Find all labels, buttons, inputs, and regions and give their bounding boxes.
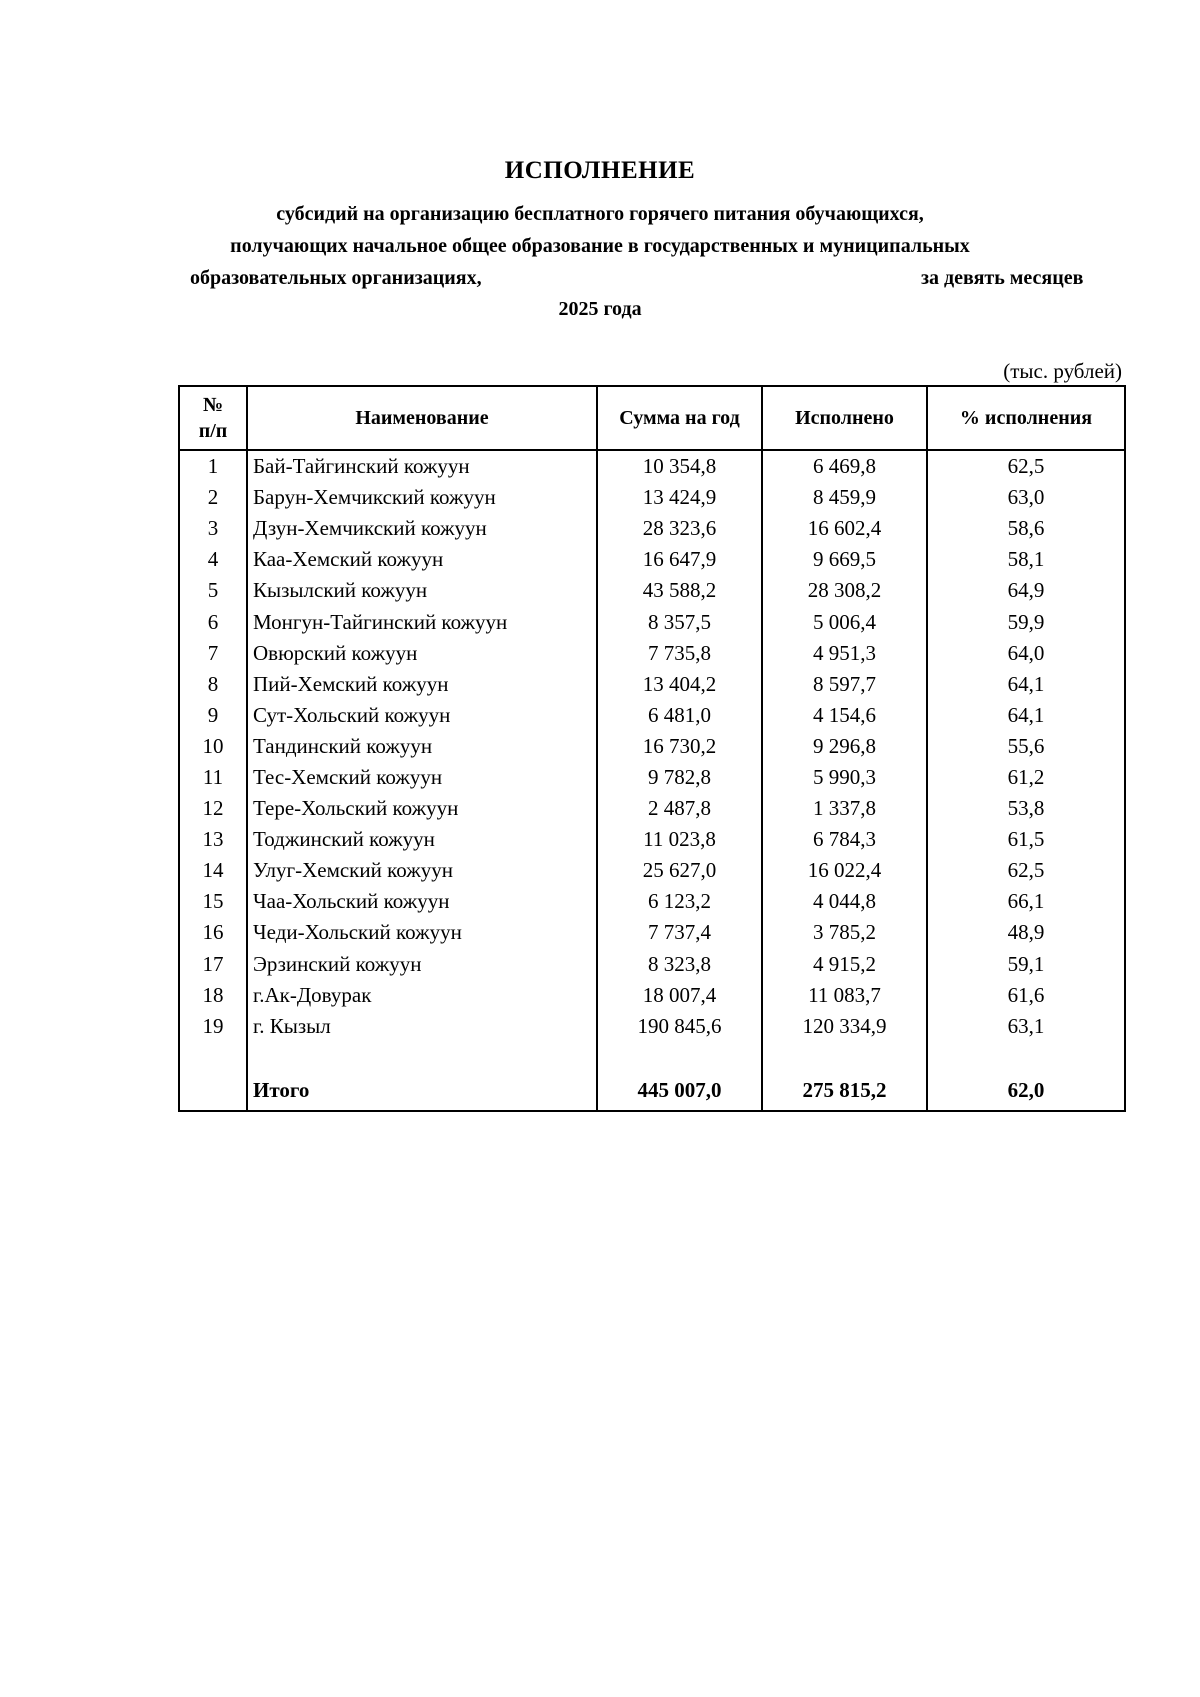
row-number: 19 [179,1011,247,1042]
row-annual-sum: 25 627,0 [597,855,762,886]
row-annual-sum: 10 354,8 [597,450,762,482]
row-annual-sum: 18 007,4 [597,980,762,1011]
row-annual-sum: 43 588,2 [597,575,762,606]
row-execution-percent: 48,9 [927,917,1125,948]
row-number: 6 [179,606,247,637]
row-execution-percent: 63,1 [927,1011,1125,1042]
row-name: Эрзинский кожуун [247,949,597,980]
table-row [179,855,1125,886]
row-annual-sum: 8 357,5 [597,606,762,637]
total-number-cell [179,1072,247,1111]
units-label: (тыс. рублей) [1003,359,1122,383]
row-annual-sum: 8 323,8 [597,949,762,980]
total-label: Итого [247,1072,597,1111]
row-annual-sum: 28 323,6 [597,513,762,544]
row-execution-percent: 63,0 [927,482,1125,513]
row-annual-sum: 11 023,8 [597,824,762,855]
row-executed: 120 334,9 [762,1011,927,1042]
table-row [179,669,1125,700]
row-executed: 1 337,8 [762,793,927,824]
row-number: 18 [179,980,247,1011]
table-row [179,482,1125,513]
row-executed: 4 915,2 [762,949,927,980]
header-number-line-2: п/п [198,420,228,442]
row-name: Тес-Хемский кожуун [247,762,597,793]
row-name: Овюрский кожуун [247,638,597,669]
total-row [179,1072,1125,1111]
header-executed: Исполнено [762,386,927,450]
row-executed: 11 083,7 [762,980,927,1011]
header-row [179,386,1125,450]
table-row [179,886,1125,917]
table-row [179,700,1125,731]
row-name: Каа-Хемский кожуун [247,544,597,575]
row-number: 8 [179,669,247,700]
row-execution-percent: 64,0 [927,638,1125,669]
table-row [179,824,1125,855]
header-number [179,386,247,450]
row-name: Чеди-Хольский кожуун [247,917,597,948]
row-number: 1 [179,450,247,482]
row-name: Барун-Хемчикский кожуун [247,482,597,513]
row-number: 2 [179,482,247,513]
row-execution-percent: 64,9 [927,575,1125,606]
document-subtitle-year: 2025 года [558,298,642,320]
row-executed: 16 022,4 [762,855,927,886]
row-executed: 28 308,2 [762,575,927,606]
row-annual-sum: 6 481,0 [597,700,762,731]
row-number: 3 [179,513,247,544]
row-executed: 16 602,4 [762,513,927,544]
document-title: ИСПОЛНЕНИЕ [504,157,696,184]
row-executed: 8 459,9 [762,482,927,513]
row-execution-percent: 61,5 [927,824,1125,855]
row-annual-sum: 6 123,2 [597,886,762,917]
table-row [179,917,1125,948]
row-executed: 4 951,3 [762,638,927,669]
row-annual-sum: 190 845,6 [597,1011,762,1042]
row-number: 11 [179,762,247,793]
row-number: 12 [179,793,247,824]
row-number: 14 [179,855,247,886]
row-name: г. Кызыл [247,1011,597,1042]
row-execution-percent: 58,6 [927,513,1125,544]
row-execution-percent: 59,1 [927,949,1125,980]
row-number: 9 [179,700,247,731]
execution-table [178,385,1126,1112]
table-row [179,980,1125,1011]
row-annual-sum: 7 735,8 [597,638,762,669]
row-number: 4 [179,544,247,575]
row-number: 13 [179,824,247,855]
row-executed: 6 469,8 [762,450,927,482]
row-name: Бай-Тайгинский кожуун [247,450,597,482]
header-name: Наименование [247,386,597,450]
table-header [179,386,1125,450]
table-row [179,762,1125,793]
row-execution-percent: 55,6 [927,731,1125,762]
row-executed: 5 006,4 [762,606,927,637]
row-name: Пий-Хемский кожуун [247,669,597,700]
row-executed: 3 785,2 [762,917,927,948]
table-footer [179,1042,1125,1111]
row-execution-percent: 62,5 [927,855,1125,886]
row-execution-percent: 61,2 [927,762,1125,793]
row-name: Сут-Хольский кожуун [247,700,597,731]
row-execution-percent: 64,1 [927,669,1125,700]
document-subtitle-line-1: субсидий на организацию бесплатного горячего питания обучающихся, [276,203,924,225]
total-annual-sum: 445 007,0 [597,1072,762,1111]
table-row [179,575,1125,606]
row-number: 7 [179,638,247,669]
row-number: 10 [179,731,247,762]
row-name: Монгун-Тайгинский кожуун [247,606,597,637]
table-row [179,1011,1125,1042]
document-subtitle-line-2: получающих начальное общее образование в государственных и муниципальных [230,235,970,257]
table-row [179,949,1125,980]
row-name: Тандинский кожуун [247,731,597,762]
row-executed: 9 296,8 [762,731,927,762]
row-name: Чаа-Хольский кожуун [247,886,597,917]
row-annual-sum: 13 404,2 [597,669,762,700]
row-execution-percent: 62,5 [927,450,1125,482]
table-row [179,638,1125,669]
table-body [179,450,1125,1042]
row-annual-sum: 2 487,8 [597,793,762,824]
header-execution-percent: % исполнения [927,386,1125,450]
row-annual-sum: 16 730,2 [597,731,762,762]
row-name: Улуг-Хемский кожуун [247,855,597,886]
row-annual-sum: 13 424,9 [597,482,762,513]
row-execution-percent: 66,1 [927,886,1125,917]
header-annual-sum: Сумма на год [597,386,762,450]
row-execution-percent: 53,8 [927,793,1125,824]
row-execution-percent: 61,6 [927,980,1125,1011]
table-row [179,450,1125,482]
table-row [179,544,1125,575]
row-execution-percent: 64,1 [927,700,1125,731]
row-number: 15 [179,886,247,917]
row-number: 5 [179,575,247,606]
row-number: 17 [179,949,247,980]
row-execution-percent: 58,1 [927,544,1125,575]
header-number-line-1: № [202,394,224,416]
row-executed: 6 784,3 [762,824,927,855]
row-executed: 9 669,5 [762,544,927,575]
document-subtitle-line-3-right: за девять месяцев [921,267,1084,289]
row-name: Дзун-Хемчикский кожуун [247,513,597,544]
row-annual-sum: 7 737,4 [597,917,762,948]
row-name: Тере-Хольский кожуун [247,793,597,824]
table-row [179,793,1125,824]
row-executed: 8 597,7 [762,669,927,700]
total-executed: 275 815,2 [762,1072,927,1111]
document-subtitle-line-3-left: образовательных организациях, [190,267,482,289]
row-name: Тоджинский кожуун [247,824,597,855]
row-name: г.Ак-Довурак [247,980,597,1011]
row-number: 16 [179,917,247,948]
spacer-row [179,1042,1125,1072]
row-annual-sum: 9 782,8 [597,762,762,793]
table-row [179,513,1125,544]
row-executed: 5 990,3 [762,762,927,793]
total-execution-percent: 62,0 [927,1072,1125,1111]
row-name: Кызылский кожуун [247,575,597,606]
row-executed: 4 154,6 [762,700,927,731]
row-execution-percent: 59,9 [927,606,1125,637]
table-row [179,606,1125,637]
row-executed: 4 044,8 [762,886,927,917]
row-annual-sum: 16 647,9 [597,544,762,575]
table-row [179,731,1125,762]
